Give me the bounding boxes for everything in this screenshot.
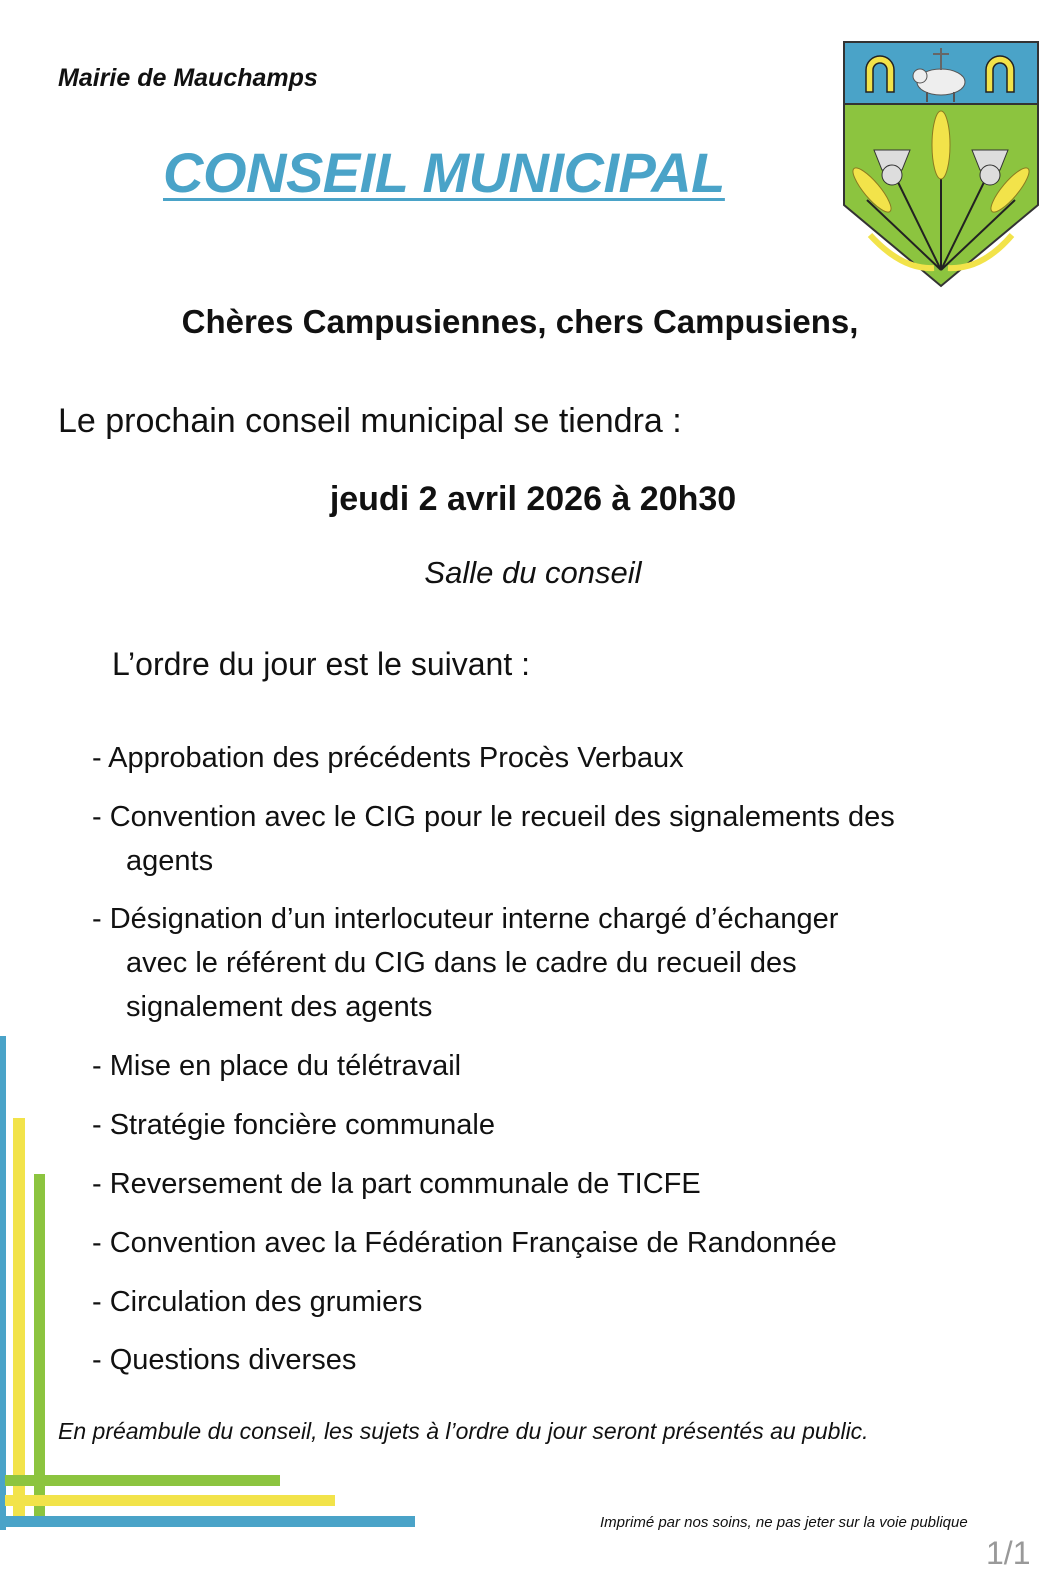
agenda-intro: L’ordre du jour est le suivant : — [112, 646, 531, 682]
blue-vertical-line — [0, 1036, 6, 1530]
agenda-item: - Convention avec le CIG pour le recueil des signalements des — [92, 801, 895, 833]
meeting-place: Salle du conseil — [424, 555, 642, 590]
meeting-date: jeudi 2 avril 2026 à 20h30 — [329, 480, 737, 518]
agenda-item: - Circulation des grumiers — [92, 1286, 423, 1318]
green-horizontal-line — [5, 1475, 280, 1486]
agenda-item-continuation: agents — [126, 845, 214, 877]
mairie-label: Mairie de Mauchamps — [58, 64, 318, 92]
footer-note: Imprimé par nos soins, ne pas jeter sur la voie publique — [600, 1514, 968, 1531]
agenda-item: - Mise en place du télétravail — [92, 1050, 462, 1082]
agenda-item: - Désignation d’un interlocuteur interne chargé d’échanger — [92, 903, 839, 935]
agenda-item: - Questions diverses — [92, 1344, 357, 1376]
yellow-horizontal-line — [5, 1495, 335, 1506]
preamble-note: En préambule du conseil, les sujets à l’ordre du jour seront présentés au public. — [58, 1418, 869, 1444]
agenda-item: - Stratégie foncière communale — [92, 1109, 495, 1141]
agenda-item-continuation: signalement des agents — [126, 991, 433, 1023]
agenda-item: - Reversement de la part communale de TICFE — [92, 1168, 701, 1200]
greeting: Chères Campusiennes, chers Campusiens, — [181, 303, 859, 340]
blue-horizontal-line — [0, 1516, 415, 1527]
page-indicator: 1/1 — [986, 1535, 1031, 1571]
green-vertical-line — [34, 1174, 45, 1516]
agenda-item: - Convention avec la Fédération Française de Randonnée — [92, 1227, 837, 1259]
page-title: CONSEIL MUNICIPAL — [163, 141, 725, 204]
intro-text: Le prochain conseil municipal se tiendra : — [58, 402, 682, 440]
coat-of-arms-logo — [842, 40, 1040, 288]
agenda-item: - Approbation des précédents Procès Verbaux — [92, 742, 684, 774]
agenda-item-continuation: avec le référent du CIG dans le cadre du recueil des — [126, 947, 797, 979]
yellow-vertical-line — [13, 1118, 25, 1516]
